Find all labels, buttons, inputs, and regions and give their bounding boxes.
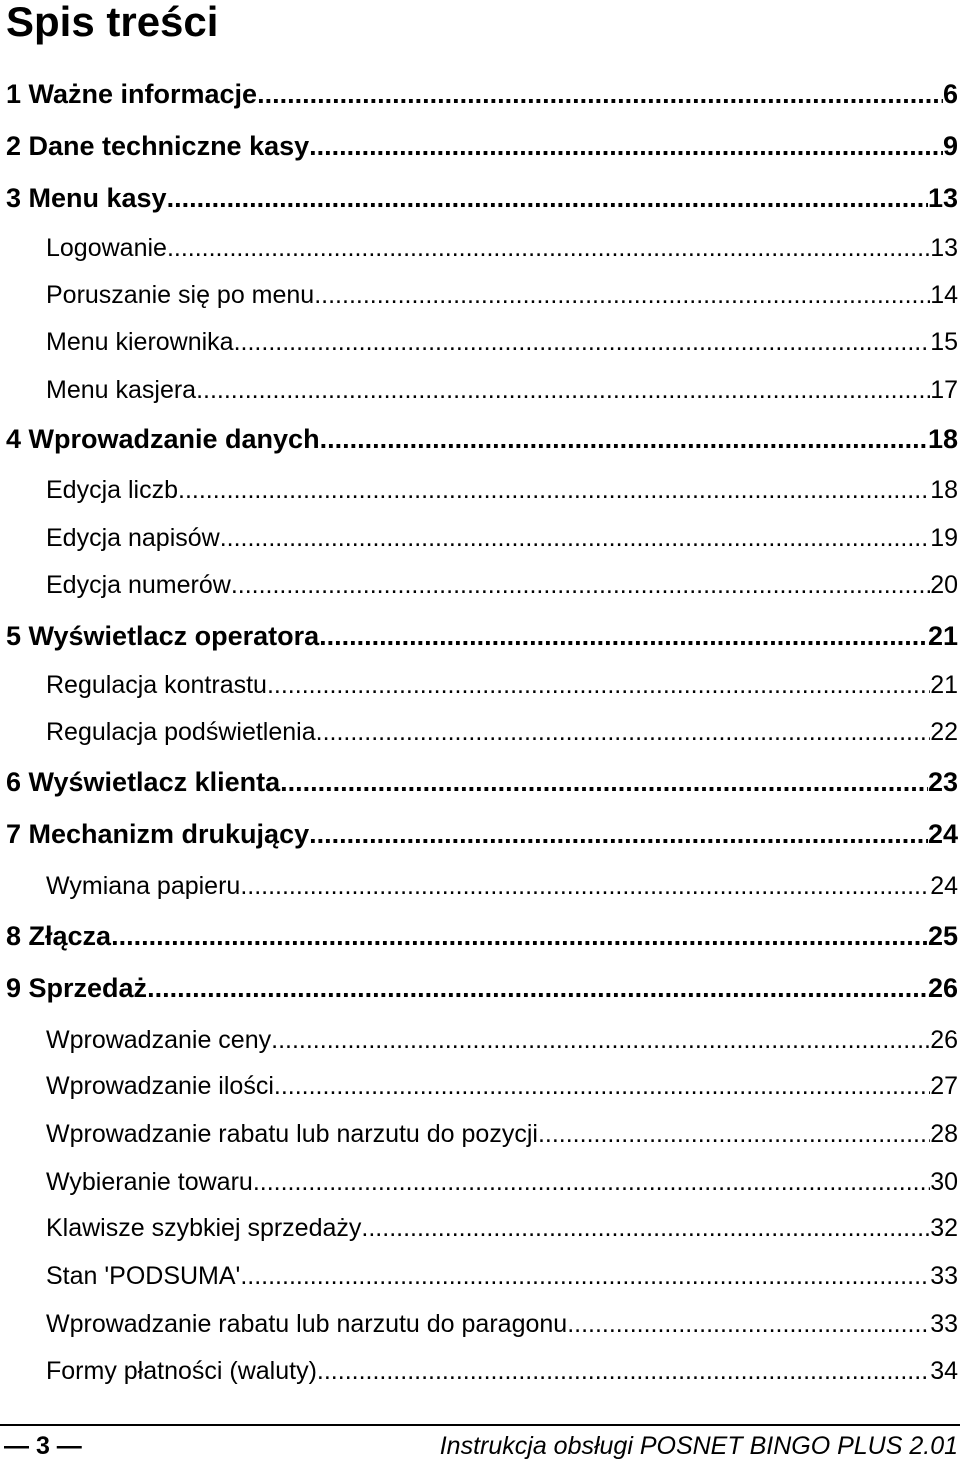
toc-dot-leader [538,1118,930,1150]
toc-entry[interactable] [0,174,960,214]
toc-entry[interactable] [0,810,960,850]
toc-entry[interactable] [0,366,960,406]
toc-entry[interactable] [0,224,960,264]
toc-entry[interactable] [0,318,960,358]
toc-entry-title: 2 Dane techniczne kasy [6,131,310,161]
toc-entry[interactable] [0,1016,960,1056]
toc-entry-page-number: 33 [930,1310,958,1338]
toc-entry-title: Menu kierownika [46,328,234,356]
toc-entry-page-number: 21 [930,671,958,699]
toc-entry[interactable] [0,1347,960,1387]
toc-entry-title: Menu kasjera [46,376,197,404]
toc-entry[interactable] [0,1300,960,1340]
toc-entry-page-number: 28 [930,1120,958,1148]
toc-entry-title: Wymiana papieru [46,872,241,900]
footer-divider [0,1424,960,1426]
toc-entry-title: Wprowadzanie ceny [46,1026,272,1054]
toc-entry[interactable] [0,1062,960,1102]
toc-entry[interactable] [0,271,960,311]
toc-entry-page-number: 33 [930,1262,958,1290]
toc-entry-page-number: 13 [930,234,958,262]
toc-entry-title: Edycja napisów [46,524,220,552]
toc-dot-leader [196,374,930,406]
toc-entry-title: Edycja numerów [46,571,231,599]
toc-entry[interactable] [0,561,960,601]
toc-dot-leader [257,78,943,110]
toc-entry-title: Wprowadzanie rabatu lub narzutu do paragonu [46,1310,568,1338]
toc-entry-page-number: 27 [930,1072,958,1100]
toc-dot-leader [271,1024,930,1056]
footer-page-number: — 3 — [4,1431,82,1460]
toc-entry-title: 4 Wprowadzanie danych [6,424,320,454]
footer-document-title: Instrukcja obsługi POSNET BINGO PLUS 2.01 [439,1431,958,1460]
toc-entry-page-number: 24 [930,872,958,900]
toc-entry-page-number: 9 [942,131,958,161]
toc-entry[interactable] [0,964,960,1004]
toc-dot-leader [309,818,928,850]
toc-dot-leader [253,1166,930,1198]
toc-entry-page-number: 18 [927,424,958,454]
toc-entry-page-number: 30 [930,1168,958,1196]
toc-dot-leader [316,716,931,748]
toc-entry-title: 5 Wyświetlacz operatora [6,621,320,651]
toc-entry-title: Wprowadzanie rabatu lub narzutu do pozycji [46,1120,538,1148]
toc-entry-page-number: 18 [930,476,958,504]
toc-entry[interactable] [0,1110,960,1150]
toc-entry-page-number: 34 [930,1357,958,1385]
toc-dot-leader [220,522,930,554]
page-footer [0,1430,960,1462]
toc-entry-page-number: 14 [930,281,958,309]
toc-entry-title: 6 Wyświetlacz klienta [6,767,281,797]
toc-dot-leader [178,474,930,506]
toc-dot-leader [234,326,931,358]
toc-entry-title: Formy płatności (waluty) [46,1357,317,1385]
toc-dot-leader [567,1308,930,1340]
toc-entry[interactable] [0,758,960,798]
toc-dot-leader [167,182,928,214]
toc-dot-leader [240,870,930,902]
toc-dot-leader [111,920,928,952]
toc-entry[interactable] [0,466,960,506]
toc-entry-page-number: 23 [927,767,958,797]
toc-entry[interactable] [0,1204,960,1244]
toc-entry-title: Regulacja podświetlenia [46,718,316,746]
page-title: Spis treści [6,0,219,45]
toc-entry[interactable] [0,70,960,110]
toc-entry[interactable] [0,415,960,455]
toc-entry-page-number: 24 [927,819,958,849]
toc-entry-page-number: 25 [927,921,958,951]
toc-dot-leader [240,1260,930,1292]
toc-entry[interactable] [0,514,960,554]
toc-entry-title: 9 Sprzedaż [6,973,148,1003]
toc-dot-leader [267,669,930,701]
toc-entry-title: Poruszanie się po menu [46,281,315,309]
toc-dot-leader [231,569,930,601]
toc-dot-leader [309,130,943,162]
toc-entry-page-number: 17 [930,376,958,404]
toc-entry-page-number: 26 [930,1026,958,1054]
toc-dot-leader [274,1070,930,1102]
toc-dot-leader [314,279,930,311]
toc-entry-title: 1 Ważne informacje [6,79,258,109]
toc-entry[interactable] [0,661,960,701]
toc-dot-leader [317,1355,930,1387]
toc-entry-title: Stan 'PODSUMA' [46,1262,241,1290]
toc-entry-title: Logowanie [46,234,167,262]
toc-entry-page-number: 19 [930,524,958,552]
toc-entry[interactable] [0,708,960,748]
toc-dot-leader [320,423,928,455]
toc-entry[interactable] [0,912,960,952]
toc-entry-title: Edycja liczb [46,476,178,504]
toc-entry-page-number: 20 [930,571,958,599]
toc-entry-page-number: 22 [930,718,958,746]
toc-entry-page-number: 32 [930,1214,958,1242]
toc-entry-page-number: 6 [942,79,958,109]
toc-entry[interactable] [0,1158,960,1198]
toc-dot-leader [167,232,930,264]
toc-entry-page-number: 15 [930,328,958,356]
toc-entry[interactable] [0,862,960,902]
toc-entry-title: 3 Menu kasy [6,183,167,213]
toc-entry[interactable] [0,122,960,162]
toc-entry[interactable] [0,1252,960,1292]
toc-dot-leader [361,1212,930,1244]
toc-dot-leader [319,620,928,652]
toc-dot-leader [280,766,928,798]
toc-entry-title: Wybieranie towaru [46,1168,253,1196]
toc-entry-title: 8 Złącza [6,921,112,951]
toc-entry-title: Klawisze szybkiej sprzedaży [46,1214,362,1242]
toc-entry-title: Regulacja kontrastu [46,671,267,699]
toc-dot-leader [147,972,928,1004]
toc-entry-page-number: 26 [927,973,958,1003]
toc-entry-title: Wprowadzanie ilości [46,1072,274,1100]
toc-entry-page-number: 13 [927,183,958,213]
toc-entry-page-number: 21 [927,621,958,651]
toc-entry-title: 7 Mechanizm drukujący [6,819,310,849]
toc-entry[interactable] [0,612,960,652]
